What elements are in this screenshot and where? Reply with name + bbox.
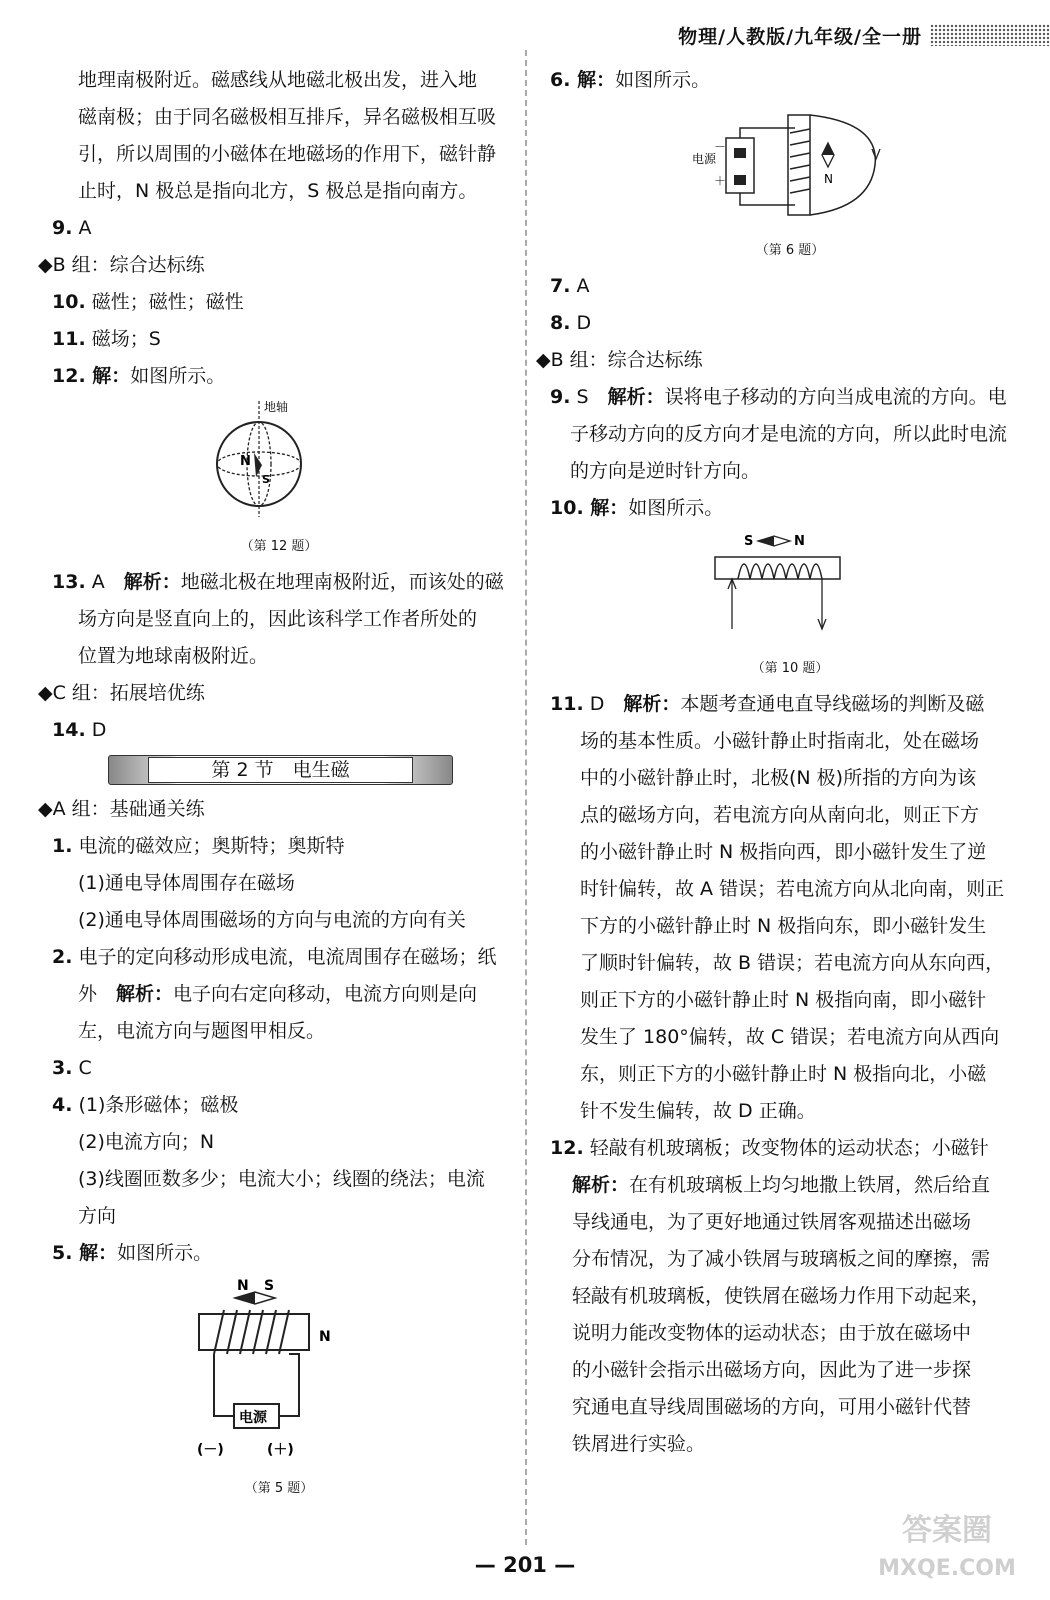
text-line: 中的小磁针静止时，北极(N 极)所指的方向为该	[580, 767, 977, 789]
answer-4-sub	[38, 1124, 520, 1235]
group-c-heading: ◆C 组：拓展培优练	[38, 682, 205, 704]
text-line: 时针偏转，故 A 错误；若电流方向从北向南，则正	[580, 878, 1005, 900]
svg-text:S: S	[262, 473, 270, 486]
text-line: 发生了 180°偏转，故 C 错误；若电流方向从西向	[580, 1026, 1000, 1048]
page-header	[590, 20, 1050, 50]
svg-text:(－): (－)	[197, 1442, 224, 1458]
text-line: 的小磁针会指示出磁场方向，因此为了进一步探	[572, 1359, 972, 1381]
answer-10: 10. 磁性；磁性；磁性	[52, 291, 244, 313]
text-line: (2)通电导体周围磁场的方向与电流的方向有关	[78, 909, 466, 931]
answer-13-cont	[38, 601, 520, 675]
svg-text:＋: ＋	[714, 174, 727, 188]
figure-10-solenoid	[550, 531, 1030, 654]
svg-text:地轴: 地轴	[264, 400, 289, 414]
group-b-heading-right: ◆B 组：综合达标练	[536, 349, 703, 371]
answer-6: 6. 解：如图所示。	[550, 69, 711, 91]
figure-10-caption: （第 10 题）	[751, 661, 829, 676]
answer-9: 9. A	[52, 217, 92, 239]
answer-1: 1. 电流的磁效应；奥斯特；奥斯特	[52, 835, 345, 857]
svg-text:N: N	[794, 534, 805, 549]
answer-3: 3. C	[52, 1057, 92, 1079]
right-column	[536, 62, 1030, 1463]
page-number: — 201 —	[474, 1553, 576, 1577]
text-line: 轻敲有机玻璃板，使铁屑在磁场力作用下动起来，	[572, 1285, 991, 1307]
group-a-heading: ◆A 组：基础通关练	[38, 798, 205, 820]
text-line: 方向	[78, 1205, 117, 1227]
text-line: 地理南极附近。磁感线从地磁北极出发，进入地	[78, 69, 478, 91]
answer-9-cont	[550, 416, 1030, 490]
figure-6-caption: （第 6 题）	[755, 243, 825, 258]
watermark-logo: 答案圈 MXQE.COM	[878, 1513, 1016, 1581]
left-column	[38, 62, 520, 1506]
text-line: 针不发生偏转，故 D 正确。	[580, 1100, 816, 1122]
answer-2: 2. 电子的定向移动形成电流，电流周围存在磁场；纸	[52, 946, 497, 968]
text-line: 导线通电，为了更好地通过铁屑客观描述出磁场	[572, 1211, 972, 1233]
section-title: 第 2 节 电生磁	[148, 757, 413, 783]
answer-11-right: 11. D 解析：本题考查通电直导线磁场的判断及磁	[550, 693, 985, 715]
text-line: (2)电流方向；N	[78, 1131, 215, 1153]
answer-7: 7. A	[550, 275, 590, 297]
solenoid-diagram-5	[179, 1276, 379, 1461]
text-line: 止时，N 极总是指向北方，S 极总是指向南方。	[78, 180, 478, 202]
answer-12: 12. 解：如图所示。	[52, 365, 226, 387]
text-line: 东，则正下方的小磁针静止时 N 极指向北，小磁	[580, 1063, 987, 1085]
text-line: (3)线圈匝数多少；电流大小；线圈的绕法；电流	[78, 1168, 485, 1190]
answer-2-cont	[38, 976, 520, 1050]
text-line: 解析：在有机玻璃板上均匀地撒上铁屑，然后给直	[572, 1174, 991, 1196]
text-line: 场方向是竖直向上的，因此该科学工作者所处的	[78, 608, 478, 630]
figure-6-circuit	[550, 103, 1030, 236]
text-line: 磁南极；由于同名磁极相互排斥，异名磁极相互吸	[78, 106, 497, 128]
answer-13: 13. A 解析：地磁北极在地理南极附近，而该处的磁	[52, 571, 504, 593]
group-b-heading: ◆B 组：综合达标练	[38, 254, 205, 276]
circuit-diagram-6	[690, 103, 890, 223]
answer-5: 5. 解：如图所示。	[52, 1242, 213, 1264]
answer-11-cont	[550, 723, 1030, 1130]
answer-4: 4. (1)条形磁体；磁极	[52, 1094, 239, 1116]
text-line: 点的磁场方向，若电流方向从南向北，则正下方	[580, 804, 980, 826]
answer-12-right: 12. 轻敲有机玻璃板；改变物体的运动状态；小磁针	[550, 1137, 989, 1159]
figure-5-caption: （第 5 题）	[244, 1481, 314, 1496]
intro-paragraph	[38, 62, 520, 210]
text-line: 左，电流方向与题图甲相反。	[78, 1020, 326, 1042]
answer-12-cont	[550, 1167, 1030, 1463]
svg-text:N: N	[237, 1278, 249, 1294]
text-line: 外 解析：电子向右定向移动，电流方向则是向	[78, 983, 478, 1005]
svg-text:N: N	[319, 1329, 331, 1345]
text-line: 究通电直导线周围磁场的方向，可用小磁针代替	[572, 1396, 972, 1418]
text-line: 铁屑进行实验。	[572, 1433, 706, 1455]
text-line: 的小磁针静止时 N 极指向西，即小磁针发生了逆	[580, 841, 987, 863]
text-line: 说明力能改变物体的运动状态；由于放在磁场中	[572, 1322, 972, 1344]
text-line: 下方的小磁针静止时 N 极指向东，即小磁针发生	[580, 915, 987, 937]
figure-12-caption: （第 12 题）	[240, 539, 318, 554]
figure-5-solenoid	[38, 1276, 520, 1474]
text-line: (1)通电导体周围存在磁场	[78, 872, 295, 894]
column-divider	[525, 50, 527, 1545]
answer-9-right: 9. S 解析：误将电子移动的方向当成电流的方向。电	[550, 386, 1007, 408]
text-line: 分布情况，为了减小铁屑与玻璃板之间的摩擦，需	[572, 1248, 991, 1270]
text-line: 子移动方向的反方向才是电流的方向，所以此时电流	[570, 423, 1008, 445]
globe-diagram	[204, 399, 354, 519]
svg-text:N: N	[240, 454, 251, 469]
answer-8: 8. D	[550, 312, 592, 334]
text-line: 则正下方的小磁针静止时 N 极指向南，即小磁针	[580, 989, 987, 1011]
svg-text:电源: 电源	[692, 152, 717, 166]
svg-text:电源: 电源	[239, 1410, 267, 1426]
text-line: 场的基本性质。小磁针静止时指南北，处在磁场	[580, 730, 980, 752]
text-line: 位置为地球南极附近。	[78, 645, 269, 667]
section-banner	[108, 755, 453, 785]
header-dot-pattern	[930, 24, 1050, 46]
solenoid-diagram-10	[710, 531, 870, 641]
svg-text:－: －	[714, 140, 727, 154]
answer-11: 11. 磁场；S	[52, 328, 161, 350]
answer-1-sub	[38, 865, 520, 939]
figure-12-globe	[38, 399, 520, 532]
header-title: 物理/人教版/九年级/全一册	[678, 25, 922, 48]
text-line: 的方向是逆时针方向。	[570, 460, 761, 482]
svg-text:(＋): (＋)	[267, 1442, 294, 1458]
svg-text:S: S	[744, 534, 754, 549]
text-line: 了顺时针偏转，故 B 错误；若电流方向从东向西，	[580, 952, 1005, 974]
answer-10-right: 10. 解：如图所示。	[550, 497, 724, 519]
svg-text:N: N	[824, 172, 833, 186]
svg-text:S: S	[264, 1278, 275, 1294]
text-line: 引，所以周围的小磁体在地磁场的作用下，磁针静	[78, 143, 497, 165]
answer-14: 14. D	[52, 719, 107, 741]
